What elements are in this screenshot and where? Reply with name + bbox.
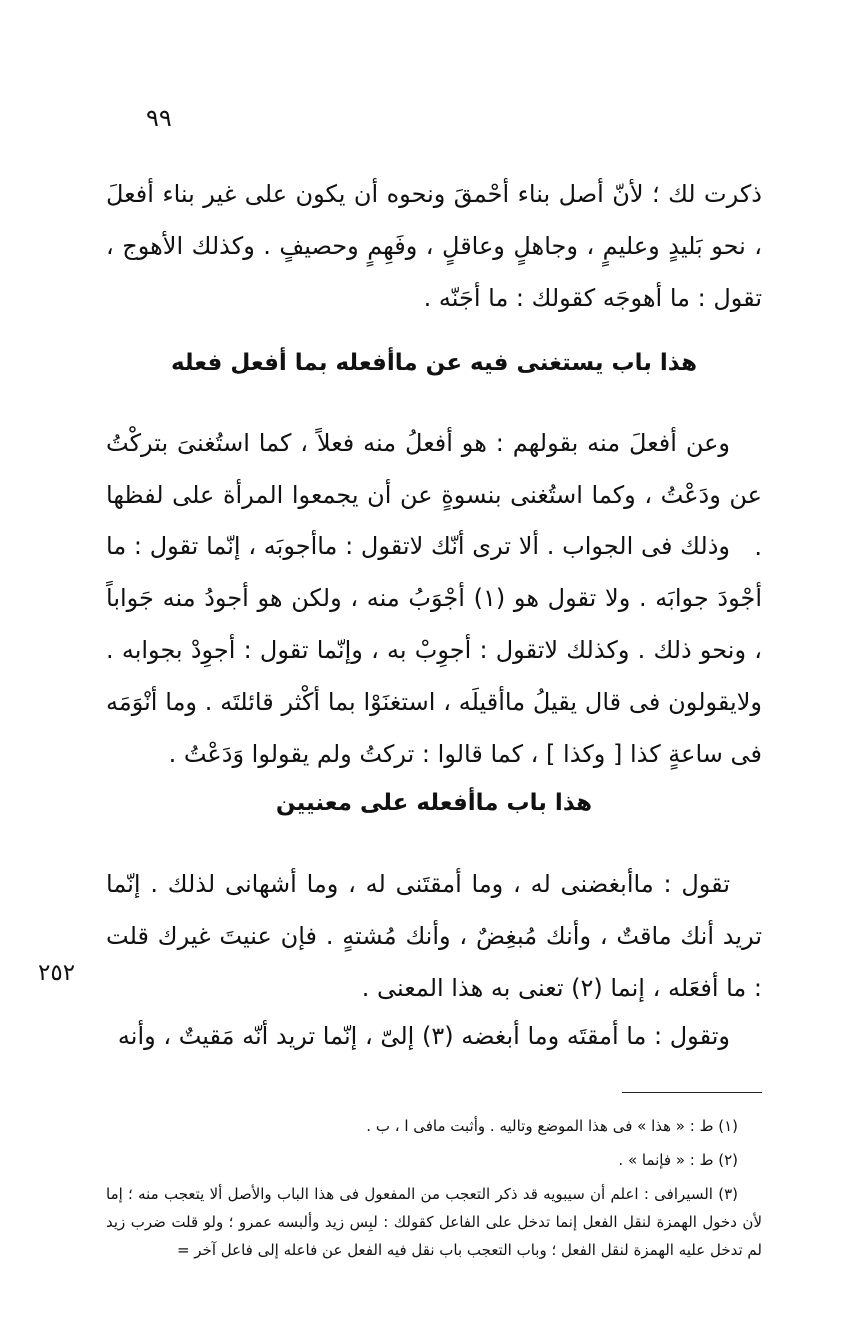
paragraph-1: ذكرت لك ؛ لأنّ أصل بناء أحْمقَ ونحوه أن يكون على غير بناء أفعلَ ، نحو بَليدٍ وعليمٍ ، وجاهلٍ وعاقلٍ ، وفَهِمٍ وحصيفٍ . وكذلك الأهوج ، تقول : ما أهوجَه كقولك : ما أجَنّه . bbox=[106, 180, 762, 312]
footnote-3: (٣) السيرافى : اعلم أن سيبويه قد ذكر التعجب من المفعول فى هذا الباب والأصل ألا يتعجب منه ؛ إما لأن دخول الهمزة لنقل الفعل إنما تدخل على الفاعل كقولك : لبِس زيد وألبسه عمرو ؛ ولو قلت ضرب زيد لم تدخل عليه الهمزة لنقل الفعل ؛ وباب التعجب باب نقل فيه الفعل عن فاعله إلى فاعل آخر = bbox=[106, 1185, 762, 1259]
footnote-divider bbox=[622, 1092, 762, 1093]
footnote-2: (٢) ط : « فإنما » . bbox=[618, 1151, 738, 1169]
paragraph-4: تقول : ماأبغضنى له ، وما أمقتَنى له ، وما أشهانى لذلك . إنّما تريد أنك ماقتٌ ، وأنك مُبغِضٌ ، وأنك مُشتهٍ . فإن عنيتَ غيرك قلت : ما أفعَله ، إنما (٢) تعنى به هذا المعنى . bbox=[106, 870, 762, 1002]
footnote-1: (١) ط : « هذا » فى هذا الموضع وتاليه . وأثبت مافى ا ، ب . bbox=[366, 1117, 738, 1135]
page-number: ٩٩ bbox=[146, 104, 172, 132]
paragraph-3: وذلك فى الجواب . ألا ترى أنّك لاتقول : ماأجوبَه ، إنّما تقول : ما أجْودَ جوابَه . ولا تقول هو (١) أجْوَبُ منه ، ولكن هو أجودُ منه جَواباً ، ونحو ذلك . وكذلك لاتقول : أجوِبْ به ، وإنّما تقول : أجوِدْ بجوابه . ولايقولون فى قال يقيلُ ماأقيلَه ، استغنَوْا بما أكْثر قائلتَه . وما أنْوَمَه فى ساعةٍ كذا [ وكذا ] ، كما قالوا : تركتُ ولم يقولوا وَدَعْتُ . bbox=[106, 532, 763, 768]
footnotes bbox=[106, 1112, 762, 1270]
paragraph-2: وعن أفعلَ منه بقولهم : هو أفعلُ منه فعلاً ، كما استُغنىَ بتركْتُ عن ودَعْتُ ، وكما استُغنى بنسوةٍ عن أن يجمعوا المرأة على لفظها . bbox=[106, 429, 762, 561]
margin-page-number: ٢٥٢ bbox=[38, 960, 76, 986]
section-heading-1: هذا باب يستغنى فيه عن ماأفعله بما أفعل فعله bbox=[170, 350, 698, 376]
paragraph-5: وتقول : ما أمقتَه وما أبغضه (٣) إلىّ ، إنّما تريد أنّه مَقيتٌ ، وأنه bbox=[117, 1022, 730, 1050]
section-heading-2: هذا باب ماأفعله على معنيين bbox=[275, 790, 593, 816]
